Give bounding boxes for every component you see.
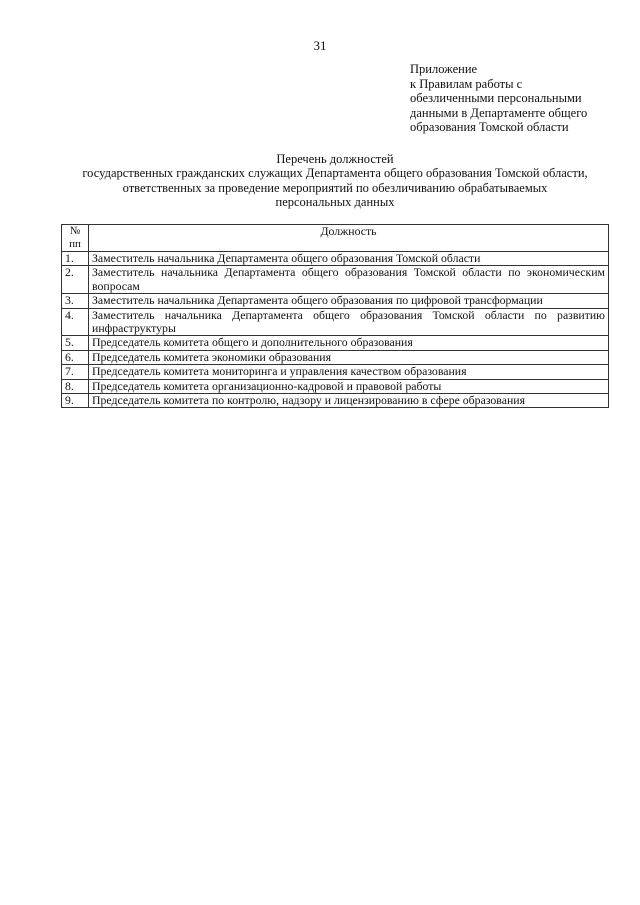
document-title <box>60 152 610 209</box>
appendix-line: образования Томской области <box>410 120 569 135</box>
table-row <box>62 294 609 308</box>
positions-table <box>61 224 609 408</box>
row-position: Заместитель начальника Департамента общего образования Томской области по экономическим вопросам <box>89 266 609 294</box>
row-position: Заместитель начальника Департамента общего образования по цифровой трансформации <box>89 294 609 308</box>
appendix-line: к Правилам работы с <box>410 76 523 91</box>
row-position: Председатель комитета мониторинга и управления качеством образования <box>89 365 609 379</box>
title-line: ответственных за проведение мероприятий по обезличиванию обрабатываемых <box>122 180 548 195</box>
row-number: 7. <box>62 365 89 379</box>
table-row <box>62 379 609 393</box>
row-number: 9. <box>62 394 89 408</box>
table-row <box>62 252 609 266</box>
appendix-line: данными в Департаменте общего <box>410 105 588 120</box>
row-position: Председатель комитета экономики образования <box>89 350 609 364</box>
row-position: Заместитель начальника Департамента общего образования Томской области по развитию инфраструктуры <box>89 308 609 336</box>
table-row <box>62 336 609 350</box>
row-position: Председатель комитета организационно-кадровой и правовой работы <box>89 379 609 393</box>
row-number: 3. <box>62 294 89 308</box>
row-number: 1. <box>62 252 89 266</box>
title-line: Перечень должностей <box>276 152 394 166</box>
header-position: Должность <box>89 225 609 252</box>
page-number: 31 <box>313 38 327 53</box>
row-number: 5. <box>62 336 89 350</box>
row-number: 8. <box>62 379 89 393</box>
row-position: Заместитель начальника Департамента общего образования Томской области <box>89 252 609 266</box>
row-position: Председатель комитета общего и дополнительного образования <box>89 336 609 350</box>
table-row <box>62 394 609 408</box>
title-line: государственных гражданских служащих Департамента общего образования Томской области, <box>82 166 588 181</box>
table-row <box>62 350 609 364</box>
appendix-line: обезличенными персональными <box>410 91 582 106</box>
row-number: 6. <box>62 350 89 364</box>
appendix-line: Приложение <box>410 62 478 76</box>
table-header-row <box>62 225 609 252</box>
header-number-abbr: пп <box>69 238 81 250</box>
header-number <box>62 225 89 252</box>
table-row <box>62 266 609 294</box>
title-line: персональных данных <box>275 194 395 209</box>
header-number-symbol: № <box>69 225 81 237</box>
table-row <box>62 308 609 336</box>
row-number: 4. <box>62 308 89 336</box>
row-number: 2. <box>62 266 89 294</box>
row-position: Председатель комитета по контролю, надзору и лицензированию в сфере образования <box>89 394 609 408</box>
appendix-note <box>410 62 587 135</box>
table-row <box>62 365 609 379</box>
